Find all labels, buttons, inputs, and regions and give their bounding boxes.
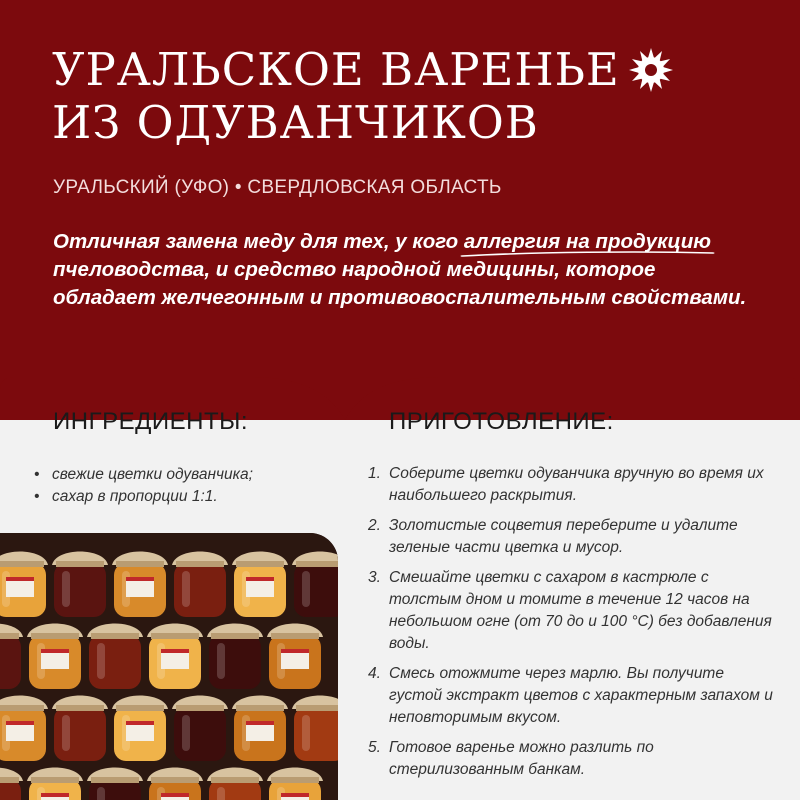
lead-highlight [464, 230, 711, 253]
bullet: • [34, 466, 40, 483]
step-text: Смешайте цветки с сахаром в кастрюле с толстым дном и томите в течение 12 часов на небольшом огне (от 70 до и 100 °С) без добавления воды. [389, 569, 772, 652]
region-subtitle: УРАЛЬСКИЙ (УФО) • СВЕРДЛОВСКАЯ ОБЛАСТЬ [53, 177, 502, 198]
ingredients-heading: ИНГРЕДИЕНТЫ: [53, 408, 249, 435]
bullet: • [34, 488, 40, 505]
list-item [368, 567, 778, 655]
ingredient-text: сахар в пропорции 1:1. [52, 488, 218, 505]
step-text: Золотистые соцветия переберите и удалите зеленые части цветка и мусор. [389, 517, 738, 556]
step-number: 1. [368, 465, 381, 482]
step-number: 5. [368, 739, 381, 756]
list-item [34, 486, 253, 508]
hand-underline [460, 249, 715, 259]
page-title [52, 44, 674, 149]
list-item [368, 663, 778, 729]
jam-jars-illustration [0, 533, 338, 800]
step-number: 2. [368, 517, 381, 534]
flower-icon [628, 47, 674, 93]
list-item [368, 515, 778, 559]
jam-jars-photo [0, 533, 338, 800]
step-number: 4. [368, 665, 381, 682]
ingredients-list [34, 464, 253, 508]
list-item [368, 737, 778, 781]
lead-highlight-text: аллергия на продукцию [463, 230, 711, 253]
title-line-1: УРАЛЬСКОЕ ВАРЕНЬЕ [52, 43, 620, 96]
lead-part-1: Отличная замена меду для тех, у кого [53, 230, 464, 253]
preparation-steps [368, 463, 778, 789]
lead-text [53, 228, 753, 312]
lead-part-2: пчеловодства, и средство народной медицины, которое обладает желчегонным и противовоспалительным свойствами. [53, 258, 747, 309]
step-number: 3. [368, 569, 381, 586]
step-text: Соберите цветки одуванчика вручную во время их наибольшего раскрытия. [389, 465, 764, 504]
step-text: Смесь отожмите через марлю. Вы получите густой экстракт цветов с характерным запахом и неповторимым вкусом. [389, 665, 773, 726]
list-item [368, 463, 778, 507]
title-line-2: ИЗ ОДУВАНЧИКОВ [52, 95, 539, 149]
step-text: Готовое варенье можно разлить по стерилизованным банкам. [389, 739, 654, 778]
preparation-heading: ПРИГОТОВЛЕНИЕ: [389, 408, 614, 435]
ingredient-text: свежие цветки одуванчика; [52, 466, 253, 483]
list-item [34, 464, 253, 486]
